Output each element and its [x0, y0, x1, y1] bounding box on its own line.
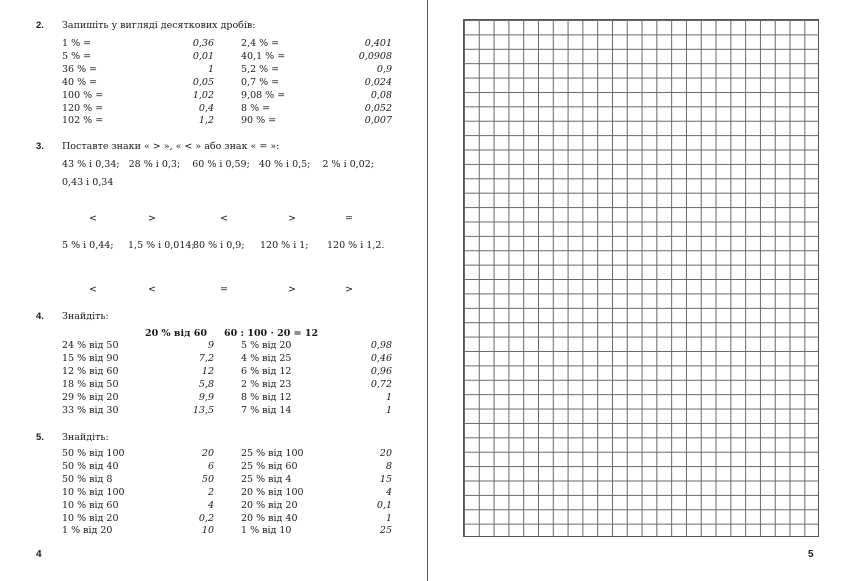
- task3-sign: =: [345, 213, 353, 224]
- task2-col2-answer: 0,9: [376, 63, 392, 75]
- task3-comparison: 120 % і 1;: [260, 240, 309, 251]
- task5-col1-expr: 50 % від 8: [62, 473, 113, 485]
- task3-comparison: 1,5 % і 0,014;: [128, 240, 195, 251]
- task5-col1-answer: 2: [207, 486, 214, 498]
- task4-col1-expr: 24 % від 50: [62, 340, 119, 351]
- task2-col1-answer: 1: [207, 63, 214, 75]
- task2-col1-expr: 40 % =: [62, 76, 98, 88]
- task2-col2-answer: 0,024: [364, 76, 392, 88]
- task4-col2-expr: 5 % від 20: [241, 340, 292, 351]
- task2-col1-expr: 100 % =: [62, 89, 104, 101]
- task2-title: Запишіть у вигляді десяткових дробів:: [62, 20, 256, 31]
- task4-col2-expr: 4 % від 25: [241, 352, 292, 364]
- task4-col2-answer: 1: [385, 404, 392, 416]
- page-number-right: 5: [808, 549, 814, 560]
- task5-col2-answer: 1: [385, 512, 392, 524]
- task3-sign: <: [220, 213, 228, 224]
- task2-col2-expr: 2,4 % =: [241, 38, 280, 49]
- task2-col2-answer: 0,052: [364, 102, 392, 114]
- task3-sign: <: [89, 213, 97, 224]
- task4-example-left: 20 % від 60: [145, 328, 207, 339]
- task5-col2-answer: 25: [379, 525, 392, 537]
- task5-col2-answer: 20: [379, 448, 392, 459]
- task2-col2-answer: 0,0908: [358, 50, 392, 62]
- task4-col1-answer: 9,9: [198, 391, 214, 403]
- task5-col2-answer: 0,1: [376, 499, 392, 511]
- task4-col2-answer: 0,98: [370, 340, 392, 351]
- task3-number: 3.: [36, 141, 44, 152]
- task5-number: 5.: [36, 432, 44, 443]
- task4-col2-expr: 7 % від 14: [241, 404, 292, 416]
- task4-col2-expr: 2 % від 23: [241, 378, 292, 390]
- task3-comparison: 5 % і 0,44;: [62, 240, 114, 251]
- task2-col1-expr: 102 % =: [62, 115, 104, 127]
- task4-col1-answer: 12: [201, 365, 214, 377]
- task3-sign: >: [148, 213, 156, 224]
- task2-number: 2.: [36, 20, 44, 31]
- task5-col2-expr: 25 % від 100: [241, 448, 304, 459]
- task2-col1-expr: 1 % =: [62, 38, 92, 49]
- task4-title: Знайдіть:: [62, 311, 109, 322]
- task4-number: 4.: [36, 311, 44, 322]
- task4-col2-answer: 0,46: [370, 352, 392, 364]
- task5-col1-answer: 50: [201, 473, 214, 485]
- task2-col1-answer: 0,36: [192, 38, 214, 49]
- task5-col2-expr: 20 % від 100: [241, 486, 304, 498]
- task4-col1-answer: 9: [207, 340, 214, 351]
- task5-col1-expr: 10 % від 60: [62, 499, 119, 511]
- task3-title: Поставте знаки « > », « < » або знак « = »:: [62, 141, 280, 152]
- task2-col2-expr: 8 % =: [241, 102, 271, 114]
- task2-col2-expr: 9,08 % =: [241, 89, 286, 101]
- task2-col2-expr: 5,2 % =: [241, 63, 280, 75]
- task5-col2-expr: 1 % від 10: [241, 525, 292, 537]
- task4-col1-expr: 33 % від 30: [62, 404, 119, 416]
- task4-col1-expr: 12 % від 60: [62, 365, 119, 377]
- task5-col1-answer: 4: [207, 499, 214, 511]
- task4-col1-answer: 7,2: [198, 352, 214, 364]
- task5-col2-expr: 20 % від 40: [241, 512, 298, 524]
- task5-col1-expr: 10 % від 100: [62, 486, 125, 498]
- task5-col1-expr: 50 % від 40: [62, 460, 119, 472]
- task4-col1-expr: 15 % від 90: [62, 352, 119, 364]
- task3-comparison: 120 % і 1,2.: [327, 240, 385, 251]
- task5-col2-expr: 25 % від 4: [241, 473, 292, 485]
- task3-sign: <: [89, 284, 97, 295]
- task4-col2-answer: 0,96: [370, 365, 392, 377]
- task4-col2-expr: 6 % від 12: [241, 365, 292, 377]
- task2-col2-answer: 0,401: [364, 38, 392, 49]
- task2-col1-answer: 0,05: [192, 76, 214, 88]
- graph-paper-grid: [463, 19, 819, 537]
- task5-col2-expr: 20 % від 20: [241, 499, 298, 511]
- task3-sign: >: [288, 213, 296, 224]
- task3-comparison: 80 % і 0,9;: [193, 240, 245, 251]
- task3-sign: >: [345, 284, 353, 295]
- task2-col2-answer: 0,007: [364, 115, 392, 127]
- task2-col1-answer: 0,01: [192, 50, 214, 62]
- task5-col1-answer: 6: [207, 460, 214, 472]
- task4-col1-expr: 29 % від 20: [62, 391, 119, 403]
- task2-col2-expr: 0,7 % =: [241, 76, 280, 88]
- task4-example-right: 60 : 100 · 20 = 12: [224, 328, 319, 339]
- task5-col1-answer: 20: [201, 448, 214, 459]
- task2-col1-answer: 1,2: [198, 115, 214, 127]
- task4-col2-answer: 0,72: [370, 378, 392, 390]
- task3-line2: 0,43 і 0,34: [62, 177, 114, 188]
- task4-col1-answer: 13,5: [192, 404, 214, 416]
- task2-col1-answer: 1,02: [192, 89, 214, 101]
- task3-sign: =: [220, 284, 228, 295]
- task5-col1-expr: 10 % від 20: [62, 512, 119, 524]
- task2-col2-answer: 0,08: [370, 89, 392, 101]
- task4-col2-answer: 1: [385, 391, 392, 403]
- task3-sign: <: [148, 284, 156, 295]
- task5-col2-answer: 15: [379, 473, 392, 485]
- task5-col1-expr: 1 % від 20: [62, 525, 113, 537]
- task4-col1-expr: 18 % від 50: [62, 378, 119, 390]
- task2-col1-answer: 0,4: [198, 102, 214, 114]
- task2-col2-expr: 40,1 % =: [241, 50, 286, 62]
- task4-col1-answer: 5,8: [198, 378, 214, 390]
- task5-col1-expr: 50 % від 100: [62, 448, 125, 459]
- page-number-left: 4: [36, 549, 42, 560]
- task3-sign: >: [288, 284, 296, 295]
- task2-col1-expr: 120 % =: [62, 102, 104, 114]
- task2-col2-expr: 90 % =: [241, 115, 277, 127]
- task5-title: Знайдіть:: [62, 432, 109, 443]
- task5-col2-expr: 25 % від 60: [241, 460, 298, 472]
- task5-col1-answer: 0,2: [198, 512, 214, 524]
- task5-col2-answer: 8: [385, 460, 392, 472]
- task4-col2-expr: 8 % від 12: [241, 391, 292, 403]
- task2-col1-expr: 5 % =: [62, 50, 92, 62]
- task3-line1: 43 % і 0,34; 28 % і 0,3; 60 % і 0,59; 40 % і 0,5; 2 % і 0,02;: [62, 159, 374, 170]
- task5-col1-answer: 10: [201, 525, 214, 537]
- task5-col2-answer: 4: [385, 486, 392, 498]
- task2-col1-expr: 36 % =: [62, 63, 98, 75]
